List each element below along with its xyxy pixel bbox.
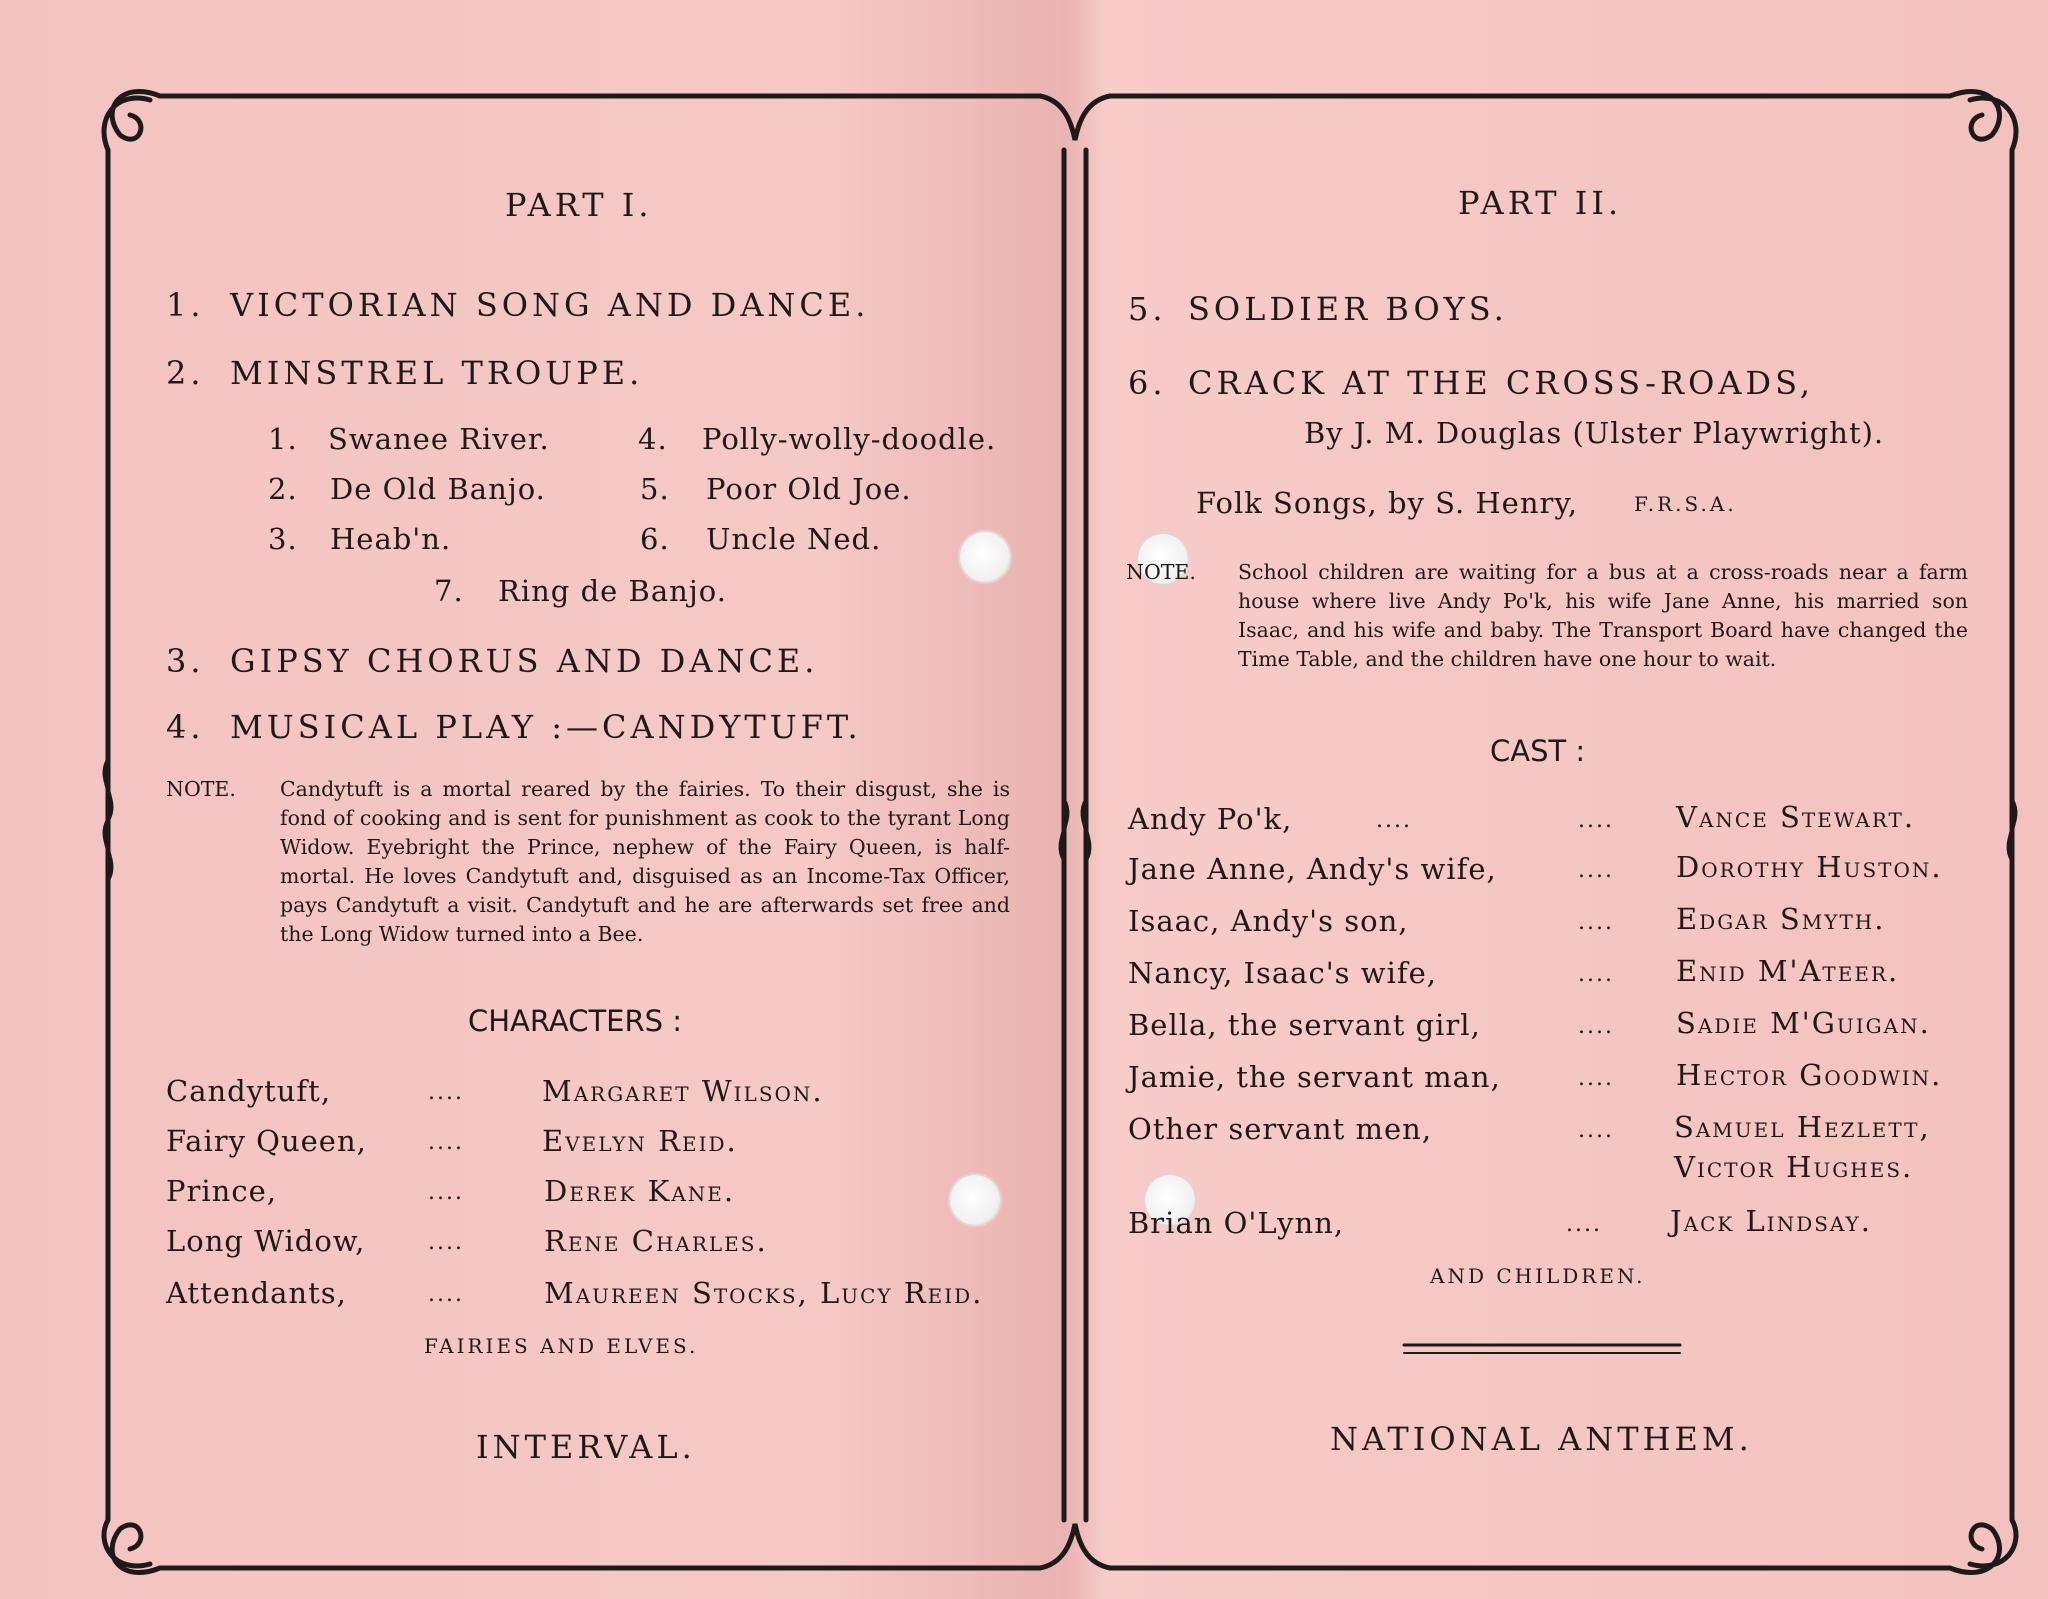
character-actor: Maureen Stocks, Lucy Reid. (544, 1276, 984, 1310)
song-title: De Old Banjo. (330, 472, 546, 506)
leader-dots: .... (1376, 808, 1412, 833)
leader-dots: .... (1578, 910, 1614, 935)
leader-dots: .... (428, 1230, 464, 1255)
character-actor: Rene Charles. (544, 1224, 768, 1258)
cast-actor: Dorothy Huston. (1676, 850, 1943, 884)
punch-hole (950, 1175, 1000, 1225)
item-number: 2. (166, 354, 205, 392)
leader-dots: .... (1578, 1118, 1614, 1143)
song-number: 4. (638, 422, 668, 456)
character-role: Prince, (166, 1174, 277, 1208)
leader-dots: .... (428, 1080, 464, 1105)
leader-dots: .... (1566, 1212, 1602, 1237)
cast-actor: Enid M'Ateer. (1676, 954, 1900, 988)
item-title: VICTORIAN SONG AND DANCE. (230, 286, 870, 324)
extras-line: AND CHILDREN. (1430, 1264, 1646, 1288)
song-title: Uncle Ned. (706, 522, 882, 556)
leader-dots: .... (428, 1180, 464, 1205)
leader-dots: .... (428, 1130, 464, 1155)
leader-dots: .... (1578, 1066, 1614, 1091)
part-two-heading: PART II. (1458, 184, 1623, 222)
note-text: Candytuft is a mortal reared by the fairies. To their disgust, she is fond of cooking and is sent for punishment as cook to the tyrant Long Widow. Eyebright the Prince, nephew of the Fairy Queen, is half-mortal. He loves Candytuft and, disguised as an Income-Tax Officer, pays Candytuft a visit. Candytuft and he are afterwards set free and the Long Widow turned into a Bee. (280, 777, 1010, 946)
character-role: Candytuft, (166, 1074, 332, 1108)
leader-dots: .... (1578, 808, 1614, 833)
song-title: Poor Old Joe. (706, 472, 912, 506)
leader-dots: .... (1578, 1014, 1614, 1039)
item-title: CRACK AT THE CROSS-ROADS, (1188, 364, 1815, 402)
cast-role: Bella, the servant girl, (1128, 1008, 1481, 1042)
song-number: 6. (640, 522, 670, 556)
extras-line: FAIRIES AND ELVES. (424, 1334, 699, 1358)
song-title: Heab'n. (330, 522, 452, 556)
honour-suffix: F.R.S.A. (1634, 492, 1737, 516)
item-number: 3. (166, 642, 205, 680)
cast-actor: Victor Hughes. (1674, 1150, 1914, 1184)
cast-actor: Jack Lindsay. (1670, 1204, 1872, 1238)
leader-dots: .... (428, 1282, 464, 1307)
item-number: 4. (166, 708, 205, 746)
leader-dots: .... (1578, 962, 1614, 987)
item-number: 5. (1128, 290, 1167, 328)
item-number: 1. (166, 286, 205, 324)
item-title: MUSICAL PLAY :—CANDYTUFT. (230, 708, 862, 746)
character-role: Long Widow, (166, 1224, 366, 1258)
cast-role: Brian O'Lynn, (1128, 1206, 1345, 1240)
song-number: 7. (434, 574, 464, 608)
song-number: 1. (268, 422, 298, 456)
cast-actor: Hector Goodwin. (1676, 1058, 1943, 1092)
punch-hole (960, 532, 1010, 582)
song-title: Polly-wolly-doodle. (702, 422, 997, 456)
item-number: 6. (1128, 364, 1167, 402)
characters-heading: CHARACTERS : (468, 1004, 683, 1038)
cast-role: Isaac, Andy's son, (1128, 904, 1409, 938)
item-title: MINSTREL TROUPE. (230, 354, 644, 392)
song-number: 3. (268, 522, 298, 556)
part-one-heading: PART I. (505, 186, 653, 224)
leader-dots: .... (1578, 858, 1614, 883)
anthem-label: NATIONAL ANTHEM. (1330, 1420, 1753, 1458)
character-actor: Evelyn Reid. (542, 1124, 738, 1158)
cast-actor: Vance Stewart. (1676, 800, 1916, 834)
cast-heading: CAST : (1490, 734, 1586, 768)
item-title: GIPSY CHORUS AND DANCE. (230, 642, 819, 680)
note-label: NOTE. (1126, 560, 1196, 584)
cast-role: Andy Po'k, (1128, 802, 1293, 836)
song-number: 2. (268, 472, 298, 506)
note-text: School children are waiting for a bus at a cross-roads near a farm house where live Andy Po'k, his wife Jane Anne, his married son Isaac, and his wife and baby. The Transport Board have changed the Time Table, and the children have one hour to wait. (1238, 560, 1968, 671)
cast-role: Jane Anne, Andy's wife, (1128, 852, 1497, 886)
character-actor: Derek Kane. (544, 1174, 736, 1208)
interval-label: INTERVAL. (476, 1428, 696, 1466)
character-actor: Margaret Wilson. (542, 1074, 824, 1108)
song-title: Ring de Banjo. (498, 574, 727, 608)
cast-actor: Samuel Hezlett, (1674, 1110, 1931, 1144)
item-title: SOLDIER BOYS. (1188, 290, 1508, 328)
song-title: Swanee River. (328, 422, 550, 456)
play-byline: By J. M. Douglas (Ulster Playwright). (1304, 416, 1885, 450)
cast-role: Other servant men, (1128, 1112, 1433, 1146)
character-role: Attendants, (166, 1276, 347, 1310)
cast-role: Jamie, the servant man, (1128, 1060, 1501, 1094)
cast-role: Nancy, Isaac's wife, (1128, 956, 1437, 990)
character-role: Fairy Queen, (166, 1124, 367, 1158)
note-label: NOTE. (166, 777, 236, 801)
cast-actor: Edgar Smyth. (1676, 902, 1886, 936)
song-number: 5. (640, 472, 670, 506)
cast-actor: Sadie M'Guigan. (1676, 1006, 1931, 1040)
folk-songs-line: Folk Songs, by S. Henry, (1196, 486, 1579, 520)
